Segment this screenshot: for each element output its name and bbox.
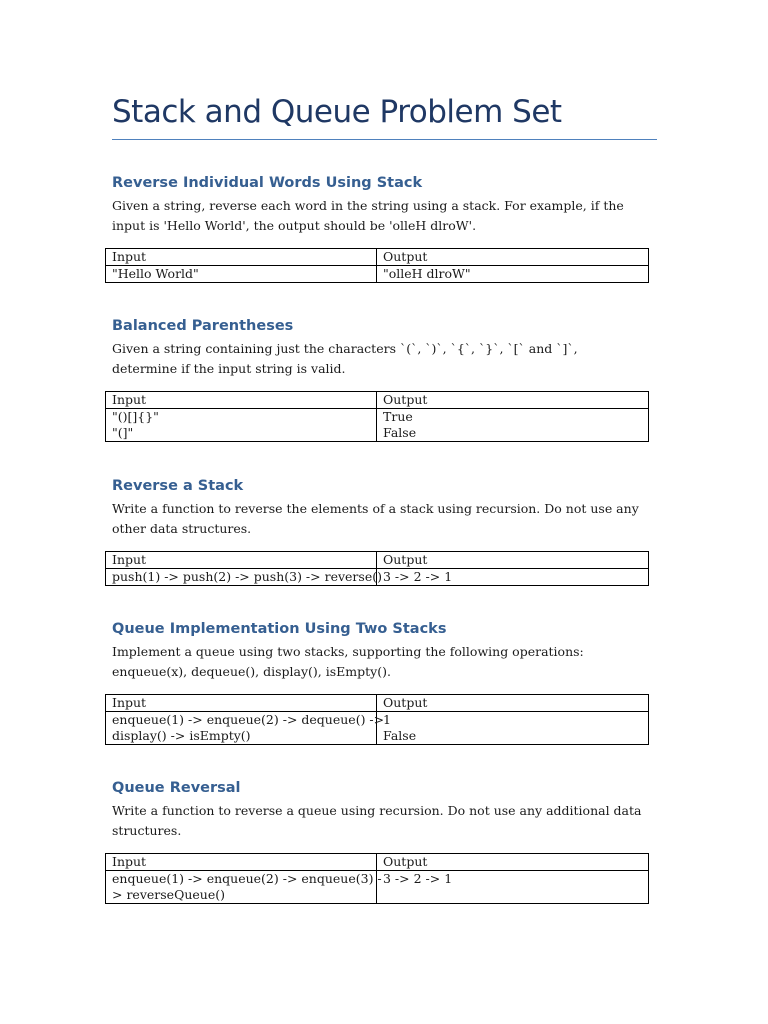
- io-table: [105, 248, 649, 283]
- io-table: [105, 391, 649, 442]
- section-heading: Balanced Parentheses: [112, 318, 294, 334]
- section-description: Implement a queue using two stacks, supporting the following operations: enqueue(x), dequeue(), display(), isEmpty().: [112, 644, 584, 679]
- input-line: "()[]{}": [112, 409, 159, 424]
- header-input: Input: [106, 392, 377, 409]
- output-line: 3 -> 2 -> 1: [383, 871, 453, 886]
- table-header-row: [106, 552, 649, 569]
- table-header-row: [106, 854, 649, 871]
- section-reverse-stack: [112, 476, 657, 584]
- header-output: Output: [377, 552, 649, 569]
- input-line: enqueue(1) -> enqueue(2) -> dequeue() ->: [112, 712, 385, 727]
- input-line: enqueue(1) -> enqueue(2) -> enqueue(3) -: [112, 871, 382, 886]
- input-line: "Hello World": [112, 266, 199, 281]
- section-description: Write a function to reverse a queue using recursion. Do not use any additional data structures.: [112, 803, 642, 838]
- io-table: [105, 853, 649, 904]
- section-reverse-words: [112, 173, 657, 281]
- section-balanced-parentheses: [112, 316, 657, 440]
- table-header-row: [106, 249, 649, 266]
- output-line: 1: [383, 712, 391, 727]
- output-cell: [377, 871, 649, 904]
- header-output: Output: [377, 392, 649, 409]
- header-output: Output: [377, 854, 649, 871]
- input-cell: [106, 266, 377, 283]
- table-row: [106, 871, 649, 904]
- input-line: push(1) -> push(2) -> push(3) -> reverse(): [112, 569, 382, 584]
- header-input: Input: [106, 695, 377, 712]
- section-heading: Reverse a Stack: [112, 478, 244, 494]
- section-heading: Reverse Individual Words Using Stack: [112, 175, 423, 191]
- header-input: Input: [106, 249, 377, 266]
- output-line: "olleH dlroW": [383, 266, 471, 281]
- table-header-row: [106, 392, 649, 409]
- table-row: [106, 266, 649, 283]
- output-cell: [377, 266, 649, 283]
- input-cell: [106, 712, 385, 745]
- output-line: True: [383, 409, 413, 424]
- output-cell: [377, 712, 649, 745]
- section-description: Given a string, reverse each word in the string using a stack. For example, if the input is 'Hello World', the output should be 'olleH dlroW'.: [112, 198, 624, 233]
- table-row: [106, 569, 649, 586]
- input-cell: [106, 409, 377, 442]
- title-underline: [112, 139, 657, 140]
- output-cell: [377, 409, 649, 442]
- output-line: False: [383, 425, 417, 440]
- table-row: [106, 409, 649, 442]
- output-line: False: [383, 728, 417, 743]
- header-input: Input: [106, 552, 377, 569]
- header-output: Output: [377, 695, 649, 712]
- section-description: Given a string containing just the characters `(`, `)`, `{`, `}`, `[` and `]`, determine if the input string is valid.: [112, 341, 578, 376]
- table-header-row: [106, 695, 649, 712]
- page-title: Stack and Queue Problem Set: [112, 94, 562, 130]
- output-line: 3 -> 2 -> 1: [383, 569, 453, 584]
- input-line: > reverseQueue(): [112, 887, 225, 902]
- input-cell: [106, 569, 382, 586]
- io-table: [105, 694, 649, 745]
- section-description: Write a function to reverse the elements of a stack using recursion. Do not use any other data structures.: [112, 501, 639, 536]
- header-output: Output: [377, 249, 649, 266]
- section-heading: Queue Reversal: [112, 780, 241, 796]
- table-row: [106, 712, 649, 745]
- input-line: "(]": [112, 425, 134, 440]
- section-queue-reversal: [112, 778, 657, 902]
- section-queue-two-stacks: [112, 619, 657, 743]
- input-cell: [106, 871, 382, 904]
- header-input: Input: [106, 854, 377, 871]
- section-heading: Queue Implementation Using Two Stacks: [112, 621, 447, 637]
- input-line: display() -> isEmpty(): [112, 728, 251, 743]
- io-table: [105, 551, 649, 586]
- output-cell: [377, 569, 649, 586]
